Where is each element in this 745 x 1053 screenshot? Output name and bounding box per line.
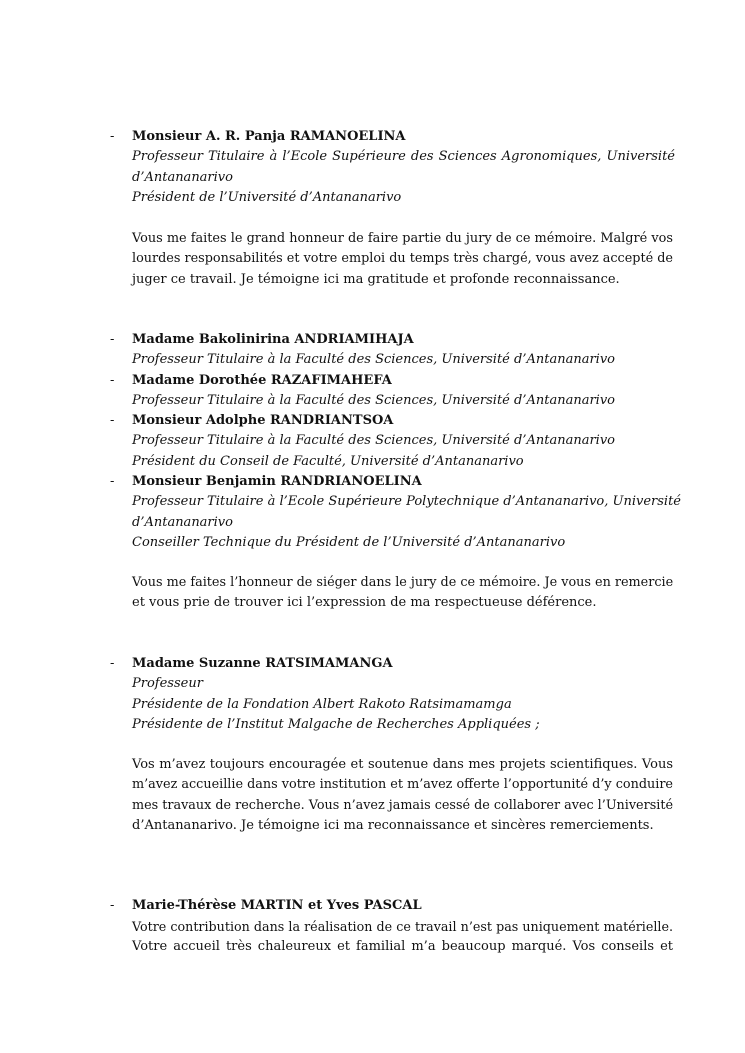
person-title: d’Antananarivo (132, 514, 233, 530)
paragraph-line: d’Antananarivo. Je témoigne ici ma reconnaissance et sincères remerciements. (132, 817, 654, 833)
paragraph-line: Votre contribution dans la réalisation de ce travail n’est pas uniquement matérielle. (132, 919, 673, 934)
paragraph-martin-pascal (132, 917, 673, 958)
person-name: Monsieur Adolphe RANDRIANTSOA (132, 413, 394, 429)
paragraph-ramanoelina (132, 229, 673, 290)
person-title: Professeur Titulaire à la Faculté des Sciences, Université d’Antananarivo (132, 392, 615, 408)
section-jury-members (110, 330, 682, 553)
person-title: Présidente de la Fondation Albert Rakoto Ratsimamamga (132, 696, 512, 712)
section-martin-pascal (110, 896, 675, 916)
person-title: Professeur Titulaire à la Faculté des Sciences, Université d’Antananarivo (132, 352, 615, 368)
paragraph-ratsimamanga (132, 755, 673, 836)
bullet-dash: - (110, 898, 115, 913)
person-name: Madame Suzanne RATSIMAMANGA (132, 656, 393, 671)
paragraph-line: Vous me faites le grand honneur de faire partie du jury de ce mémoire. Malgré vos (132, 231, 673, 246)
paragraph-line: et vous prie de trouver ici l’expression de ma respectueuse déférence. (132, 595, 597, 611)
bullet-dash: - (110, 332, 115, 347)
paragraph-line: mes travaux de recherche. Vous n’avez jamais cessé de collaborer avec l’Université (132, 797, 673, 813)
person-title: Conseiller Technique du Président de l’Université d’Antananarivo (132, 534, 566, 550)
person-name: Monsieur A. R. Panja RAMANOELINA (132, 129, 406, 144)
person-title: Professeur Titulaire à l’Ecole Supérieure Polytechnique d’Antananarivo, Université (132, 494, 682, 510)
person-title: Présidente de l’Institut Malgache de Recherches Appliquées ; (132, 716, 540, 732)
bullet-dash: - (110, 129, 115, 144)
paragraph-line: m’avez accueillie dans votre institution et m’avez offerte l’opportunité d’y conduire (132, 777, 673, 793)
bullet-dash: - (110, 413, 115, 429)
person-name: Madame Bakolinirina ANDRIAMIHAJA (132, 332, 414, 347)
person-title: Président du Conseil de Faculté, Université d’Antananarivo (132, 453, 524, 469)
person-title: Président de l’Université d’Antananarivo (132, 189, 402, 205)
person-title: Professeur Titulaire à la Faculté des Sciences, Université d’Antananarivo (132, 433, 615, 449)
section-ramanoelina (110, 127, 675, 208)
section-ratsimamanga (110, 654, 675, 735)
person-title: Professeur (132, 676, 203, 692)
person-title: d’Antananarivo (132, 169, 233, 185)
person-title: Professeur Titulaire à l’Ecole Supérieure des Sciences Agronomiques, Université (132, 149, 675, 165)
bullet-dash: - (110, 372, 115, 388)
bullet-dash: - (110, 656, 115, 671)
paragraph-line: juger ce travail. Je témoigne ici ma gratitude et profonde reconnaissance. (132, 271, 620, 287)
paragraph-line: lourdes responsabilités et votre emploi du temps très chargé, vous avez accepté de (132, 251, 673, 267)
bullet-dash: - (110, 474, 115, 490)
paragraph-line: Vos m’avez toujours encouragée et soutenue dans mes projets scientifiques. Vous (132, 757, 673, 772)
paragraph-line: Votre accueil très chaleureux et familial m’a beaucoup marqué. Vos conseils et (132, 939, 673, 955)
paragraph-line: Vous me faites l’honneur de siéger dans le jury de ce mémoire. Je vous en remercie (132, 575, 674, 590)
person-name: Monsieur Benjamin RANDRIANOELINA (132, 474, 422, 490)
person-name: Madame Dorothée RAZAFIMAHEFA (132, 372, 392, 388)
paragraph-jury-members (132, 573, 673, 614)
person-name: Marie-Thérèse MARTIN et Yves PASCAL (132, 898, 422, 913)
